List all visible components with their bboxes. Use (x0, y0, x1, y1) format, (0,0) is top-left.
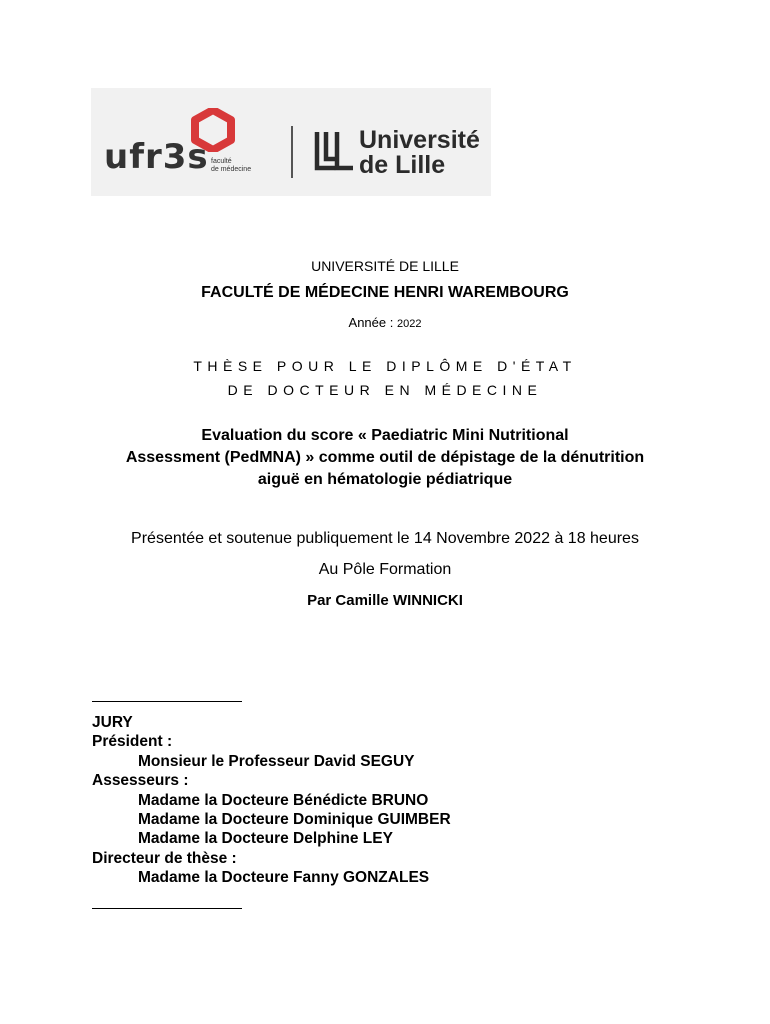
thesis-title: Evaluation du score « Paediatric Mini Nutritional Assessment (PedMNA) » comme outil de dépistage de la dénutrition aiguë en hématologie pédiatrique (125, 427, 645, 488)
assessors-label: Assesseurs : (92, 772, 189, 790)
ufr3s-logo-wordmark: ufr3s (104, 137, 209, 177)
defense-location: Au Pôle Formation (318, 561, 452, 578)
president-label: Président : (92, 733, 173, 751)
ufr3s-hexagon-icon (191, 108, 235, 152)
thesis-type-line1: THÈSE POUR LE DIPLÔME D'ÉTAT (193, 358, 577, 374)
jury-top-rule (92, 701, 242, 702)
universite-de-lille-wordmark: Université de Lille (359, 126, 480, 179)
logo-band (91, 88, 491, 196)
jury-bottom-rule (92, 908, 242, 909)
universite-de-lille-mark-icon (313, 132, 353, 172)
thesis-author: Par Camille WINNICKI (307, 592, 463, 609)
jury-assessor: Madame la Docteure Dominique GUIMBER (138, 811, 451, 829)
jury-assessor: Madame la Docteure Bénédicte BRUNO (138, 791, 429, 809)
ufr3s-subtitle: faculté de médecine (211, 158, 252, 173)
director-label: Directeur de thèse : (92, 849, 237, 867)
jury-assessor: Madame la Docteure Delphine LEY (138, 830, 393, 848)
faculty-name: FACULTÉ DE MÉDECINE HENRI WAREMBOURG (201, 284, 569, 301)
academic-year: Année : 2022 (348, 315, 422, 330)
university-name: UNIVERSITÉ DE LILLE (311, 258, 459, 274)
jury-section (92, 713, 451, 888)
defense-date: Présentée et soutenue publiquement le 14 Novembre 2022 à 18 heures (131, 530, 639, 547)
jury-heading: JURY (92, 714, 133, 731)
jury-president: Monsieur le Professeur David SEGUY (138, 752, 415, 770)
thesis-director: Madame la Docteure Fanny GONZALES (138, 869, 430, 887)
logo-divider (291, 126, 293, 178)
thesis-type-line2: DE DOCTEUR EN MÉDECINE (227, 382, 543, 398)
